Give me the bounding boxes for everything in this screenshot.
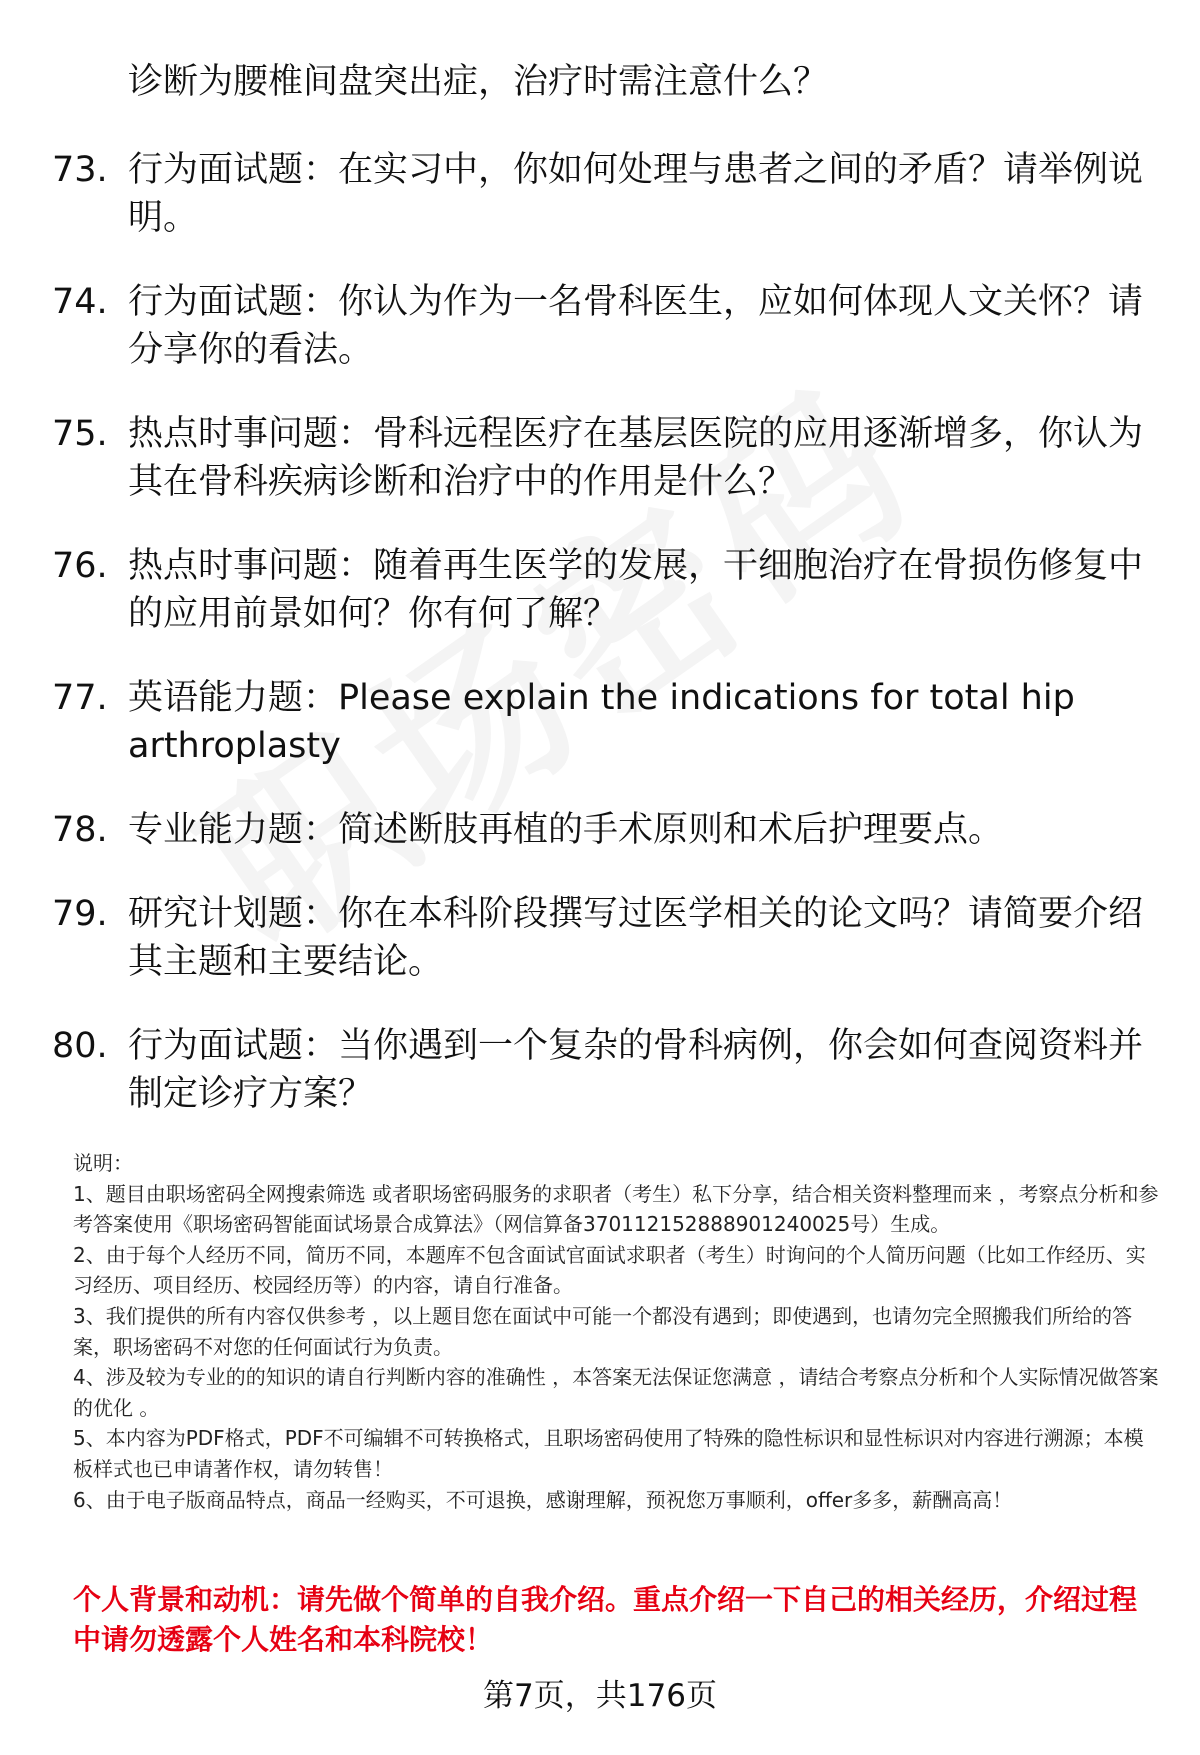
question-item: [52, 278, 1152, 374]
note-item: 3、我们提供的所有内容仅供参考 ，以上题目您在面试中可能一个都没有遇到；即使遇到，也请勿完全照搬我们所给的答案，职场密码不对您的任何面试行为负责。: [73, 1303, 1133, 1359]
question-item: [52, 410, 1152, 506]
question-text: 英语能力题：Please explain the indications for total hip arthroplasty: [128, 678, 1075, 766]
note-item: 4、涉及较为专业的的知识的请自行判断内容的准确性 ，本答案无法保证您满意 ，请结合考察点分析和个人实际情况做答案的优化 。: [73, 1365, 1159, 1420]
question-text: 热点时事问题：随着再生医学的发展，干细胞治疗在骨损伤修复中的应用前景如何？你有何了解？: [128, 546, 1144, 634]
question-number: 73.: [52, 150, 108, 190]
note-item: 6、由于电子版商品特点，商品一经购买，不可退换，感谢理解，预祝您万事顺利，offer多多，薪酬高高！: [73, 1487, 1013, 1512]
question-text: 行为面试题：在实习中，你如何处理与患者之间的矛盾？请举例说明。: [128, 150, 1144, 238]
question-text: 行为面试题：当你遇到一个复杂的骨科病例，你会如何查阅资料并制定诊疗方案？: [128, 1026, 1144, 1114]
question-text: 研究计划题：你在本科阶段撰写过医学相关的论文吗？请简要介绍其主题和主要结论。: [128, 894, 1144, 982]
notes-section: [73, 1148, 1163, 1515]
question-item: [52, 806, 1152, 854]
continuation-text: 诊断为腰椎间盘突出症，治疗时需注意什么？: [128, 62, 829, 102]
question-item: [52, 674, 1152, 770]
question-number: 76.: [52, 546, 108, 586]
note-item: 5、本内容为PDF格式，PDF不可编辑不可转换格式，且职场密码使用了特殊的隐性标识和显性标识对内容进行溯源；本模板样式也已申请著作权，请勿转售！: [73, 1426, 1144, 1481]
note-item: 1、题目由职场密码全网搜索筛选 或者职场密码服务的求职者（考生）私下分享，结合相关资料整理而来 ，考察点分析和参考答案使用《职场密码智能面试场景合成算法》（网信算备370112152888901240025号）生成。: [73, 1181, 1159, 1237]
question-number: 78.: [52, 810, 108, 850]
question-text: 行为面试题：你认为作为一名骨科医生，应如何体现人文关怀？请分享你的看法。: [128, 282, 1144, 370]
question-text: 热点时事问题：骨科远程医疗在基层医院的应用逐渐增多，你认为其在骨科疾病诊断和治疗中的作用是什么？: [128, 414, 1144, 502]
question-item: [52, 890, 1152, 986]
question-number: 77.: [52, 678, 108, 718]
question-text: 专业能力题：简述断肢再植的手术原则和术后护理要点。: [128, 810, 1004, 850]
notes-title: 说明：: [73, 1151, 133, 1175]
note-item: 2、由于每个人经历不同，简历不同，本题库不包含面试官面试求职者（考生）时询问的个人简历问题（比如工作经历、实习经历、项目经历、校园经历等）的内容，请自行准备。: [73, 1242, 1146, 1298]
question-list: [52, 58, 1152, 1154]
question-item: [52, 542, 1152, 638]
question-number: 79.: [52, 894, 108, 934]
question-number: 74.: [52, 282, 108, 322]
highlight-question: 个人背景和动机：请先做个简单的自我介绍。重点介绍一下自己的相关经历，介绍过程中请勿透露个人姓名和本科院校！: [73, 1583, 1138, 1656]
question-number: 80.: [52, 1026, 108, 1066]
question-item: [52, 1022, 1152, 1118]
question-item: [52, 146, 1152, 242]
page-number: 第7页，共176页: [483, 1678, 717, 1714]
question-number: 75.: [52, 414, 108, 454]
